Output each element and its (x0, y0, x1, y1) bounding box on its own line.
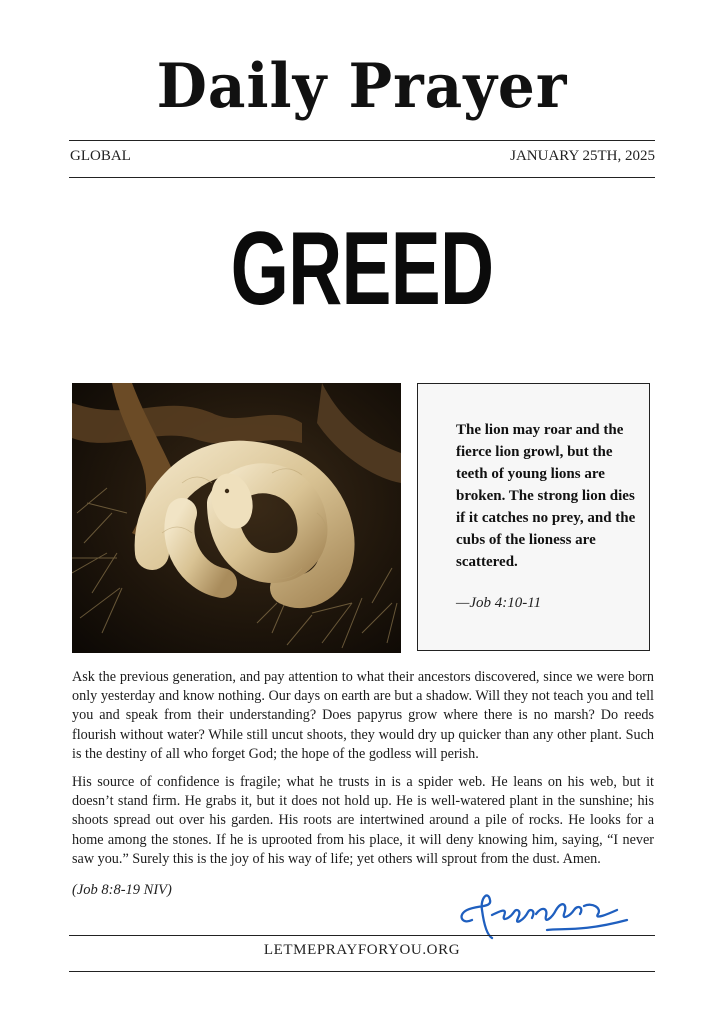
region-label: GLOBAL (70, 148, 131, 164)
quote-text: The lion may roar and the fierce lion growl, but the teeth of young lions are broken. The strong lion dies if it catches no prey, and the cubs of the lioness are scattered. (456, 422, 636, 570)
meta-bottom-rule (69, 177, 655, 178)
handwritten-signature (452, 880, 632, 942)
footer-top-rule (69, 935, 655, 936)
footer-bottom-rule (69, 971, 655, 972)
body-paragraph-1: Ask the previous generation, and pay attention to what their ancestors discovered, since we were born only yesterday and know nothing. Our days on earth are but a shadow. Will they not teach you and tell you and speak from their understanding? Does papyrus grow where there is no marsh? Do reeds flourish without water? While still uncut shoots, they would dry up quicker than any other plant. Such is the destiny of all who forget God; the hope of the godless will perish. (72, 669, 654, 762)
quote-reference: —Job 4:10-11 (456, 595, 542, 611)
top-rule (69, 140, 655, 141)
masthead-title: Daily Prayer (156, 50, 568, 122)
date-label: JANUARY 25TH, 2025 (510, 148, 655, 164)
citation: (Job 8:8-19 NIV) (72, 882, 172, 898)
scripture-quote-box (417, 383, 650, 651)
snake-illustration (72, 383, 401, 653)
snake-photo (72, 383, 401, 653)
headline: GREED (230, 211, 494, 327)
body-paragraph-2: His source of confidence is fragile; what he trusts in is a spider web. He leans on his web, but it doesn’t stand firm. He grabs it, but it does not hold up. He is well-watered plant in the sunshine; his shoots spread out over his garden. His roots are intertwined around a pile of rocks. He looks for a home among the stones. If he is uprooted from his place, it will deny knowing him, saying, “I never saw you.” Surely this is the joy of his way of life; yet others will sprout from the dust. Amen. (72, 774, 654, 867)
website-link[interactable]: LETMEPRAYFORYOU.ORG (263, 942, 461, 958)
